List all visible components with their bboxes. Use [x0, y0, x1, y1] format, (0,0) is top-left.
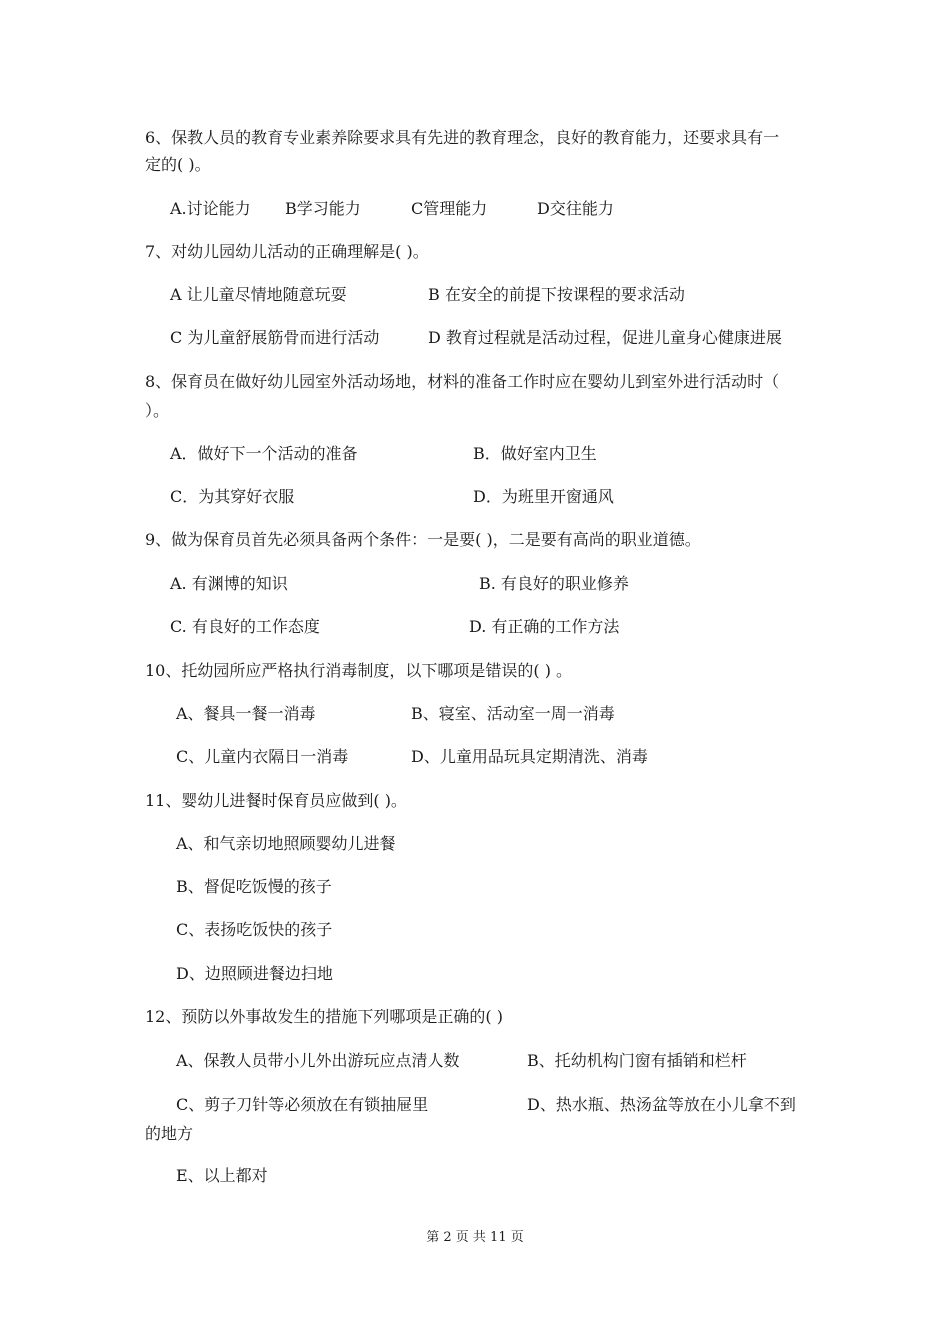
q7-option-c: C 为儿童舒展筋骨而进行活动: [170, 328, 380, 347]
q6-option-c: C管理能力: [411, 199, 488, 218]
q9-option-d: D. 有正确的工作方法: [469, 617, 620, 636]
q11-option-d: D、边照顾进餐边扫地: [176, 964, 333, 983]
q12-option-b: B、托幼机构门窗有插销和栏杆: [527, 1051, 747, 1070]
q12-option-d-line-1: D、热水瓶、热汤盆等放在小儿拿不到: [527, 1095, 796, 1114]
q12-option-d-line-2: 的地方: [145, 1124, 194, 1143]
q10-option-b: B、寝室、活动室一周一消毒: [411, 704, 615, 723]
q11-option-c: C、表扬吃饭快的孩子: [176, 920, 333, 939]
q12-option-c: C、剪子刀针等必须放在有锁抽屉里: [176, 1095, 429, 1114]
q9-option-a: A. 有渊博的知识: [170, 574, 288, 593]
q8-stem-line-1: 8、保育员在做好幼儿园室外活动场地，材料的准备工作时应在婴幼儿到室外进行活动时（: [145, 372, 780, 391]
q7-option-a: A 让儿童尽情地随意玩耍: [170, 285, 347, 304]
q12-option-a: A、保教人员带小儿外出游玩应点清人数: [176, 1051, 460, 1070]
page-number: 第 2 页 共 11 页: [426, 1230, 524, 1245]
q8-option-d: D．为班里开窗通风: [473, 487, 614, 506]
q9-option-b: B. 有良好的职业修养: [479, 574, 629, 593]
q12-stem: 12、预防以外事故发生的措施下列哪项是正确的( ): [145, 1007, 503, 1026]
q7-option-b: B 在安全的前提下按课程的要求活动: [428, 285, 685, 304]
q9-stem: 9、做为保育员首先必须具备两个条件：一是要( )，二是要有高尚的职业道德。: [145, 530, 701, 549]
q11-stem: 11、婴幼儿进餐时保育员应做到( )。: [145, 791, 407, 810]
q6-stem-line-1: 6、保教人员的教育专业素养除要求具有先进的教育理念，良好的教育能力，还要求具有一: [145, 128, 780, 147]
q12-option-e: E、以上都对: [176, 1166, 268, 1185]
q10-option-d: D、儿童用品玩具定期清洗、消毒: [411, 747, 648, 766]
q9-option-c: C. 有良好的工作态度: [170, 617, 320, 636]
q6-stem-line-2: 定的( )。: [145, 155, 211, 174]
q8-stem-line-2: ）。: [145, 401, 170, 420]
q6-option-d: D交往能力: [537, 199, 614, 218]
q6-option-a: A.讨论能力: [170, 199, 251, 218]
q10-option-a: A、餐具一餐一消毒: [176, 704, 316, 723]
q10-stem: 10、托幼园所应严格执行消毒制度，以下哪项是错误的( ) 。: [145, 661, 573, 680]
q11-option-b: B、督促吃饭慢的孩子: [176, 877, 332, 896]
q8-option-b: B．做好室内卫生: [473, 444, 597, 463]
q7-stem: 7、对幼儿园幼儿活动的正确理解是( )。: [145, 242, 429, 261]
q7-option-d: D 教育过程就是活动过程，促进儿童身心健康进展: [428, 328, 782, 347]
q6-option-b: B学习能力: [285, 199, 361, 218]
q8-option-c: C．为其穿好衣服: [170, 487, 295, 506]
q11-option-a: A、和气亲切地照顾婴幼儿进餐: [176, 834, 396, 853]
q8-option-a: A．做好下一个活动的准备: [170, 444, 358, 463]
q10-option-c: C、儿童内衣隔日一消毒: [176, 747, 349, 766]
